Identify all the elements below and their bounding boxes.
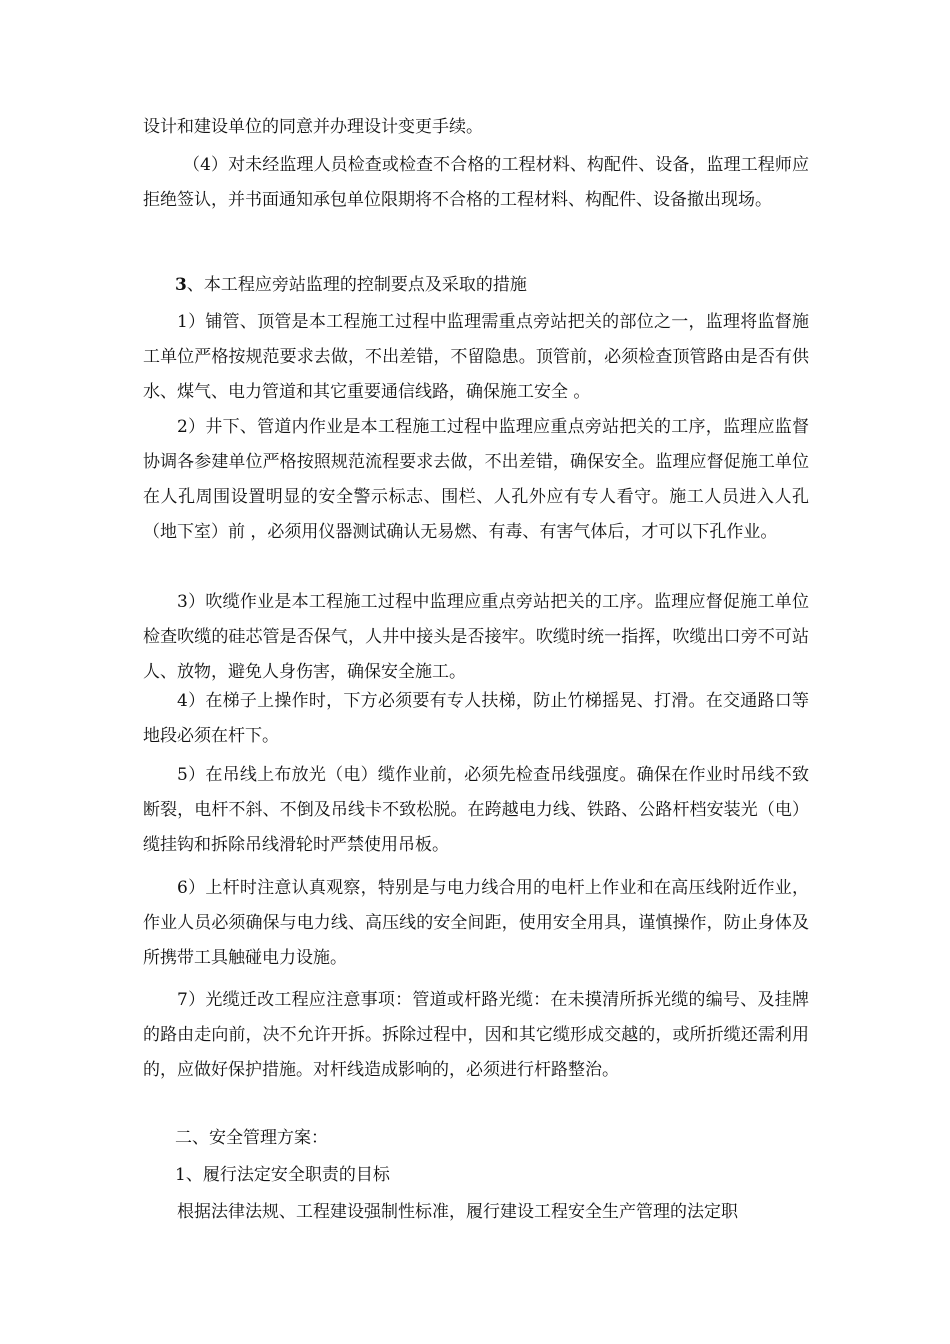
paragraph-item-4: （4）对未经监理人员检查或检查不合格的工程材料、构配件、设备，监理工程师应拒绝签认，并书面通知承包单位限期将不合格的工程材料、构配件、设备撤出现场。 [143,155,809,210]
paragraph-point-7: 7）光缆迁改工程应注意事项：管道或杆路光缆：在未摸清所拆光缆的编号、及挂牌的路由走向前，决不允许开拆。拆除过程中，因和其它缆形成交越的，或所折缆还需利用的，应做好保护措施。对杆线造成影响的，必须进行杆路整治。 [143,990,809,1080]
section-3-title: 、本工程应旁站监理的控制要点及采取的措施 [186,275,527,295]
section-3-heading [175,268,527,303]
paragraph-last: 根据法律法规、工程建设强制性标准，履行建设工程安全生产管理的法定职 [177,1202,738,1222]
section-two-heading: 二、安全管理方案： [175,1128,328,1148]
section-3-number: 3 [175,275,187,295]
paragraph-point-2: 2）井下、管道内作业是本工程施工过程中监理应重点旁站把关的工序，监理应监督协调各参建单位严格按照规范流程要求去做，不出差错，确保安全。监理应督促施工单位在人孔周围设置明显的安全警示标志、围栏、人孔外应有专人看守。施工人员进入人孔（地下室）前 ，必须用仪器测试确认无易燃、有毒、有害气体后，才可以下孔作业。 [143,417,809,542]
paragraph-point-3: 3）吹缆作业是本工程施工过程中监理应重点旁站把关的工序。监理应督促施工单位检查吹缆的硅芯管是否保气，人井中接头是否接牢。吹缆时统一指挥，吹缆出口旁不可站人、放物，避免人身伤害，确保安全施工。 [143,592,809,682]
paragraph-point-6: 6）上杆时注意认真观察，特别是与电力线合用的电杆上作业和在高压线附近作业，作业人员必须确保与电力线、高压线的安全间距，使用安全用具，谨慎操作，防止身体及所携带工具触碰电力设施。 [143,878,809,968]
paragraph-point-5: 5）在吊线上布放光（电）缆作业前，必须先检查吊线强度。确保在作业时吊线不致断裂，电杆不斜、不倒及吊线卡不致松脱。在跨越电力线、铁路、公路杆档安装光（电）缆挂钩和拆除吊线滑轮时严禁使用吊板。 [143,765,809,855]
paragraph-point-4: 4）在梯子上操作时，下方必须要有专人扶梯，防止竹梯摇晃、打滑。在交通路口等地段必须在杆下。 [143,691,809,746]
paragraph-point-1: 1）铺管、顶管是本工程施工过程中监理需重点旁站把关的部位之一，监理将监督施工单位严格按规范要求去做，不出差错，不留隐患。顶管前，必须检查顶管路由是否有供水、煤气、电力管道和其它重要通信线路，确保施工安全 。 [143,312,809,402]
subsection-1-heading: 1、履行法定安全职责的目标 [175,1165,390,1185]
paragraph-continued: 设计和建设单位的同意并办理设计变更手续。 [143,117,483,137]
